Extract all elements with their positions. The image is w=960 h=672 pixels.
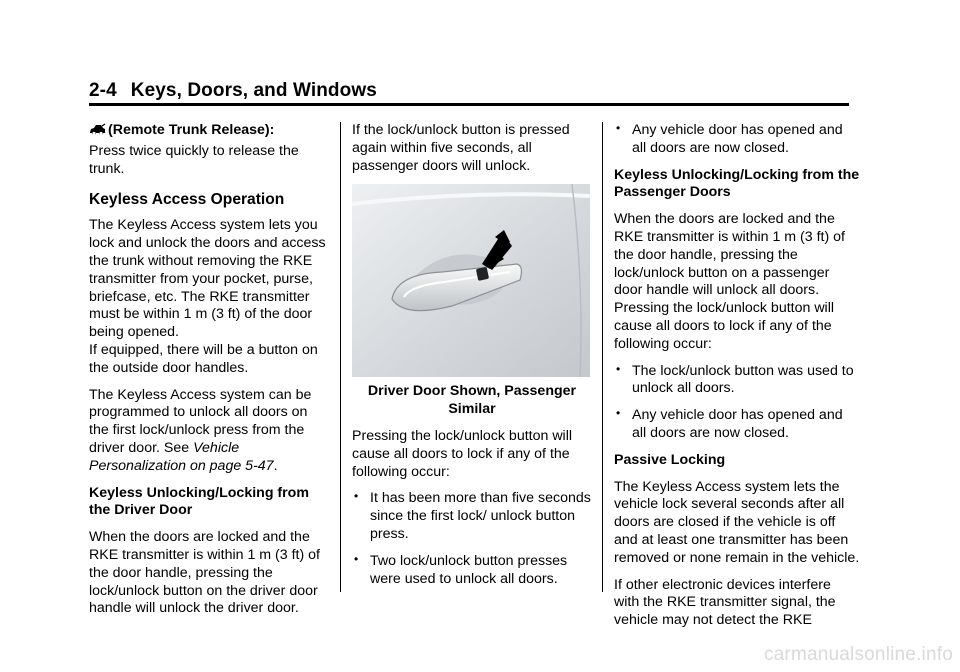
keyless-access-paragraph-1 xyxy=(89,217,329,377)
passive-locking-paragraph: The Keyless Access system lets the vehicle lock several seconds after all doors are closed if the vehicle is off and at least one transmitter has been removed or none remain in the vehicle. xyxy=(614,478,860,566)
page-header xyxy=(89,80,377,102)
door-handle-illustration xyxy=(352,184,590,377)
chapter-title: Keys, Doors, and Windows xyxy=(130,80,377,101)
list-item-text: The lock/unlock button was used to unlock all doors. xyxy=(632,362,854,397)
trunk-release-icon xyxy=(89,123,106,143)
bullet-icon: • xyxy=(354,551,359,566)
list-item-text: Two lock/unlock button presses were used to unlock all doors. xyxy=(370,552,568,587)
list-item xyxy=(352,490,592,543)
lock-conditions-paragraph: Pressing the lock/unlock button will cause all doors to lock if any of the following occur: xyxy=(352,427,573,480)
interference-paragraph: If other electronic devices interfere with the RKE transmitter signal, the vehicle may not detect the RKE xyxy=(614,576,836,629)
bullet-icon: • xyxy=(616,406,621,421)
bullet-icon: • xyxy=(616,361,621,376)
list-item xyxy=(614,363,860,399)
programming-text: The Keyless Access system can be programmed to unlock all doors on the first lock/unlock press from the driver door. See xyxy=(89,386,312,456)
passive-locking-subheading: Passive Locking xyxy=(614,451,726,468)
vehicle-personalization-link[interactable]: Vehicle Personalization on page 5-47 xyxy=(89,439,274,474)
door-handle-button-text: If equipped, there will be a button on the outside door handles. xyxy=(89,341,318,376)
list-item xyxy=(614,122,860,158)
list-item-text: Any vehicle door has opened and all doors are now closed. xyxy=(632,122,843,156)
driver-door-subheading: Keyless Unlocking/Locking from the Driver Door xyxy=(89,484,309,519)
keyless-access-text: The Keyless Access system lets you lock and unlock the doors and access the trunk without removing the RKE transmitter from your pocket, purse, briefcase, etc. The RKE transmitter must be within 1 m (3 ft) of the door being opened. xyxy=(89,217,326,341)
list-item-text: It has been more than five seconds since the first lock/ unlock button press. xyxy=(370,490,591,542)
keyless-access-paragraph-2 xyxy=(89,387,329,476)
remote-trunk-paragraph xyxy=(89,122,329,178)
programming-text-end: . xyxy=(273,457,278,474)
column-2 xyxy=(352,122,592,597)
remote-trunk-label: (Remote Trunk Release): xyxy=(108,122,275,138)
page-number: 2-4 xyxy=(89,80,117,101)
header-rule xyxy=(89,103,849,106)
bullet-icon: • xyxy=(616,121,621,135)
watermark: carmanualsonline.info xyxy=(763,644,953,665)
column-3 xyxy=(614,122,860,639)
column-divider-2 xyxy=(602,122,603,592)
driver-door-paragraph: When the doors are locked and the RKE transmitter is within 1 m (3 ft) of the door handle, pressing the lock/unlock button on the driver door handle will unlock the driver door. xyxy=(89,529,320,617)
figure-caption: Driver Door Shown, Passenger Similar xyxy=(367,383,577,418)
list-item xyxy=(614,407,860,443)
list-item-text: Any vehicle door has opened and all doors are now closed. xyxy=(632,407,843,441)
passenger-doors-paragraph: When the doors are locked and the RKE transmitter is within 1 m (3 ft) of the door handle, pressing the lock/unlock button on a passenger door handle will unlock all doors. Pressing the lock/unlock button will cause all doors to lock if any of the following occur: xyxy=(614,211,845,352)
remote-trunk-text: Press twice quickly to release the trunk. xyxy=(89,142,299,177)
passenger-unlock-paragraph: If the lock/unlock button is pressed again within five seconds, all passenger doors will unlock. xyxy=(352,122,570,174)
column-1 xyxy=(89,122,329,627)
column-divider-1 xyxy=(340,122,341,592)
keyless-access-heading: Keyless Access Operation xyxy=(89,191,285,209)
passenger-doors-subheading: Keyless Unlocking/Locking from the Passenger Doors xyxy=(614,166,860,201)
bullet-icon: • xyxy=(354,489,359,504)
list-item xyxy=(352,553,592,589)
